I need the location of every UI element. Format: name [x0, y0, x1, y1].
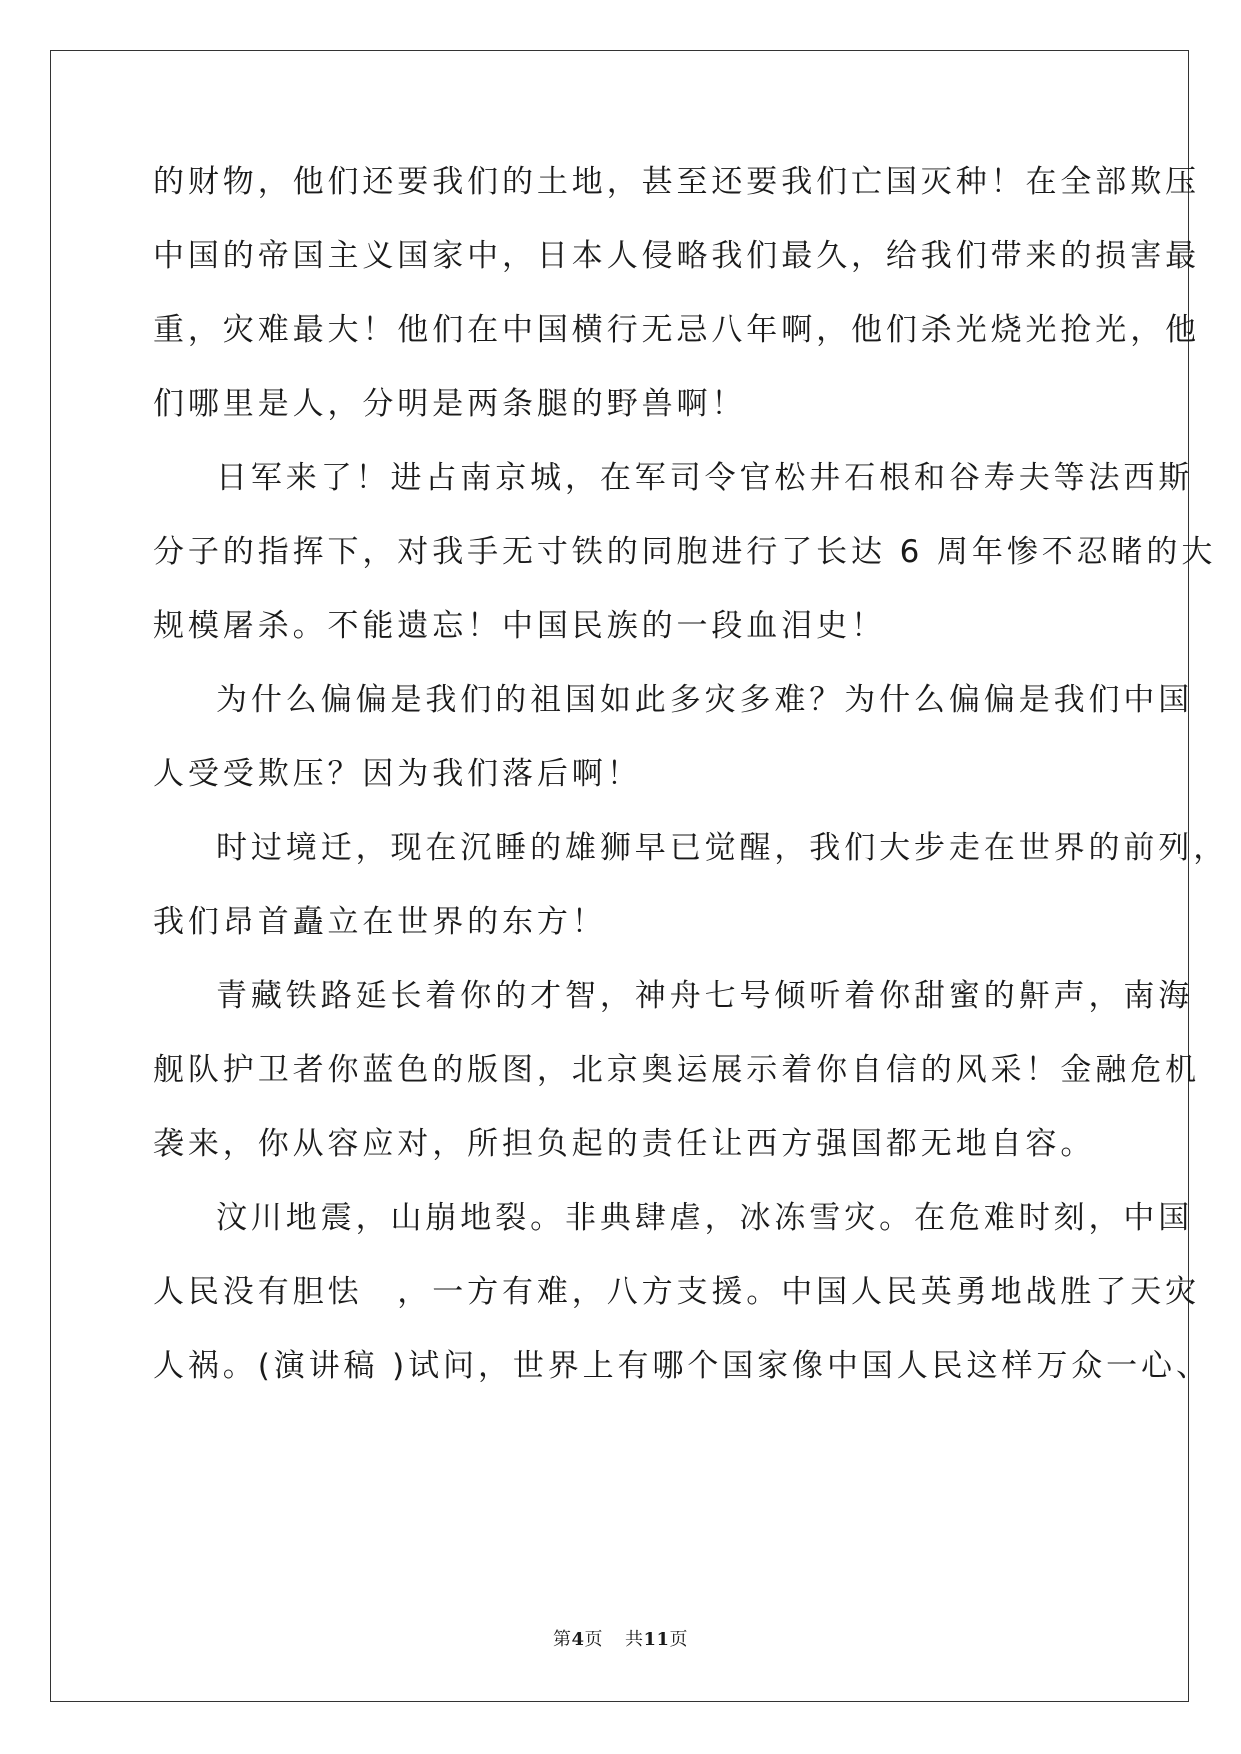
total-pages: 11: [643, 1629, 670, 1650]
text-line-2: 中国的帝国主义国家中，日本人侵略我们最久，给我们带来的损害最: [153, 238, 1200, 274]
page-suffix: 页: [584, 1629, 603, 1650]
page-border: [50, 50, 1189, 1702]
page-number: 4: [571, 1629, 585, 1650]
total-prefix: 共: [624, 1629, 644, 1650]
text-line-16: 人民没有胆怯 ，一方有难，八方支援。中国人民英勇地战胜了天灾: [153, 1274, 1200, 1310]
text-line-11: 我们昂首矗立在世界的东方！: [153, 904, 607, 940]
text-line-12: 青藏铁路延长着你的才智，神舟七号倾听着你甜蜜的鼾声，南海: [216, 978, 1194, 1014]
text-line-10: 时过境迁，现在沉睡的雄狮早已觉醒，我们大步走在世界的前列，: [216, 830, 1229, 866]
text-line-7: 规模屠杀。不能遗忘！中国民族的一段血泪史！: [153, 608, 886, 644]
page-footer: [0, 1625, 1241, 1651]
text-line-15: 汶川地震，山崩地裂。非典肆虐，冰冻雪灾。在危难时刻，中国: [216, 1200, 1194, 1236]
page-prefix: 第: [552, 1629, 572, 1650]
text-line-17: 人祸。(演讲稿 )试问，世界上有哪个国家像中国人民这样万众一心、: [153, 1348, 1211, 1384]
text-line-13: 舰队护卫者你蓝色的版图，北京奥运展示着你自信的风采！金融危机: [153, 1052, 1200, 1088]
text-line-1: 的财物，他们还要我们的土地，甚至还要我们亡国灭种！在全部欺压: [153, 164, 1200, 200]
text-line-3: 重，灾难最大！他们在中国横行无忌八年啊，他们杀光烧光抢光，他: [153, 312, 1200, 348]
text-line-6: 分子的指挥下，对我手无寸铁的同胞进行了长达 6 周年惨不忍睹的大: [153, 534, 1217, 570]
text-line-8: 为什么偏偏是我们的祖国如此多灾多难？为什么偏偏是我们中国: [216, 682, 1194, 718]
total-suffix: 页: [669, 1629, 689, 1650]
text-line-9: 人受受欺压？因为我们落后啊！: [153, 756, 642, 792]
text-line-14: 袭来，你从容应对，所担负起的责任让西方强国都无地自容。: [153, 1126, 1096, 1162]
text-line-5: 日军来了！进占南京城，在军司令官松井石根和谷寿夫等法西斯: [216, 460, 1194, 496]
text-line-4: 们哪里是人，分明是两条腿的野兽啊！: [153, 386, 747, 422]
